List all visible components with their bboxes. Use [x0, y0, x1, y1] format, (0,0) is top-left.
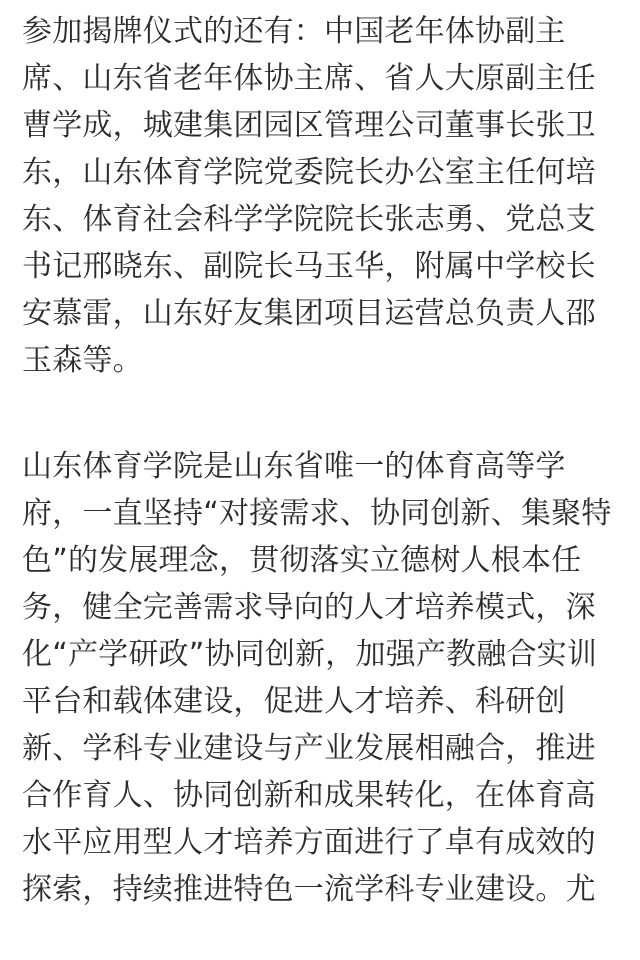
- paragraph-line: 山东体育学院是山东省唯一的体育高等学: [22, 449, 566, 484]
- paragraph-line: 席、山东省老年体协主席、省人大原副主任: [22, 61, 596, 96]
- paragraph-line: 探索，持续推进特色一流学科专业建设。尤: [22, 872, 596, 907]
- paragraph-line: 参加揭牌仪式的还有：中国老年体协副主: [22, 14, 566, 49]
- paragraph-line: 府，一直坚持“对接需求、协同创新、集聚特: [22, 496, 612, 531]
- paragraph-line: 色”的发展理念，贯彻落实立德树人根本任: [22, 543, 582, 578]
- paragraph-line: 安慕雷，山东好友集团项目运营总负责人邵: [22, 296, 596, 331]
- paragraph-line: 合作育人、协同创新和成果转化，在体育高: [22, 778, 596, 813]
- paragraph-line: 东、体育社会科学学院院长张志勇、党总支: [22, 202, 596, 237]
- paragraph-line: 玉森等。: [22, 343, 143, 378]
- paragraph-line: 东，山东体育学院党委院长办公室主任何培: [22, 155, 596, 190]
- paragraph-line: 务，健全完善需求导向的人才培养模式，深: [22, 590, 596, 625]
- paragraph-line: 新、学科专业建设与产业发展相融合，推进: [22, 731, 596, 766]
- paragraph-line: 书记邢晓东、副院长马玉华，附属中学校长: [22, 249, 596, 284]
- paragraph-line: 平台和载体建设，促进人才培养、科研创: [22, 684, 566, 719]
- paragraph-line: 化“产学研政”协同创新，加强产教融合实训: [22, 637, 598, 672]
- paragraph-line: 水平应用型人才培养方面进行了卓有成效的: [22, 825, 596, 860]
- paragraph-line: 曹学成，城建集团园区管理公司董事长张卫: [22, 108, 596, 143]
